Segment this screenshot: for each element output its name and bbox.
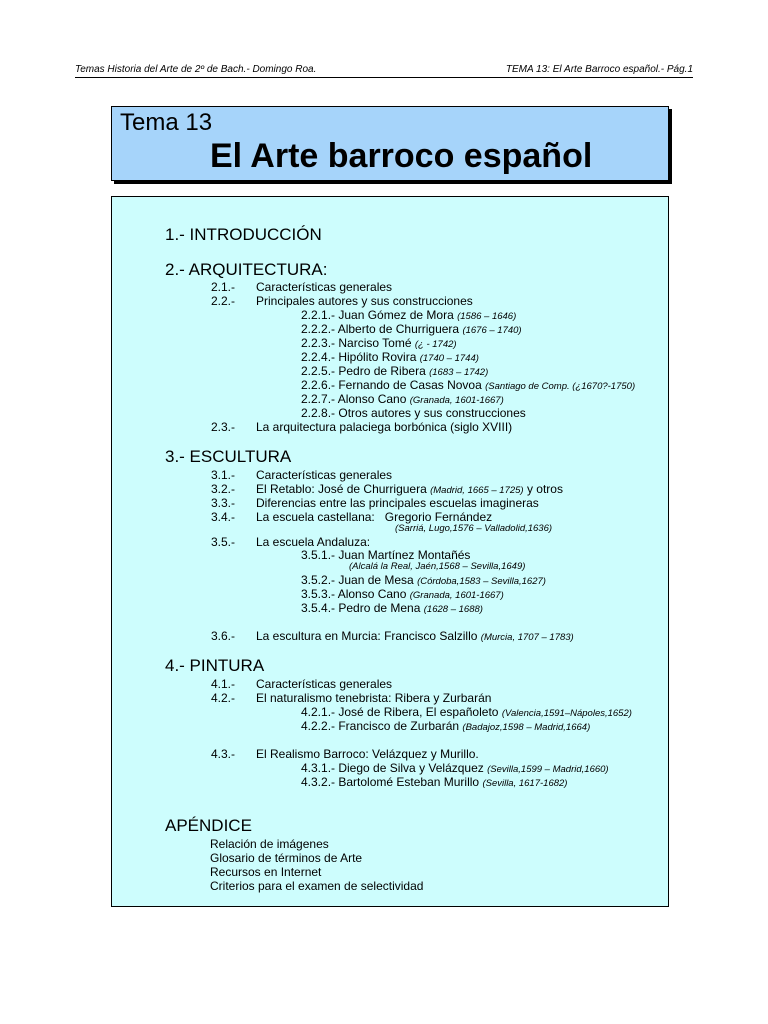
item-dates: (1676 – 1740) xyxy=(462,325,522,336)
section-heading: 3.- ESCULTURA xyxy=(165,447,292,466)
item-label: Principales autores y sus construcciones xyxy=(256,294,473,308)
toc-subitem xyxy=(301,719,590,735)
item-dates: (1628 – 1688) xyxy=(423,604,483,615)
item-number: 2.1.- xyxy=(211,280,236,294)
item-label: 3.5.4.- Pedro de Mena xyxy=(301,601,421,615)
item-label: La escuela castellana: Gregorio Fernández xyxy=(256,510,493,524)
item-label: 2.2.2.- Alberto de Churriguera xyxy=(301,322,460,336)
item-number: 3.1.- xyxy=(211,468,236,482)
item-dates: (Badajoz,1598 – Madrid,1664) xyxy=(462,722,591,733)
item-label: 3.5.2.- Juan de Mesa xyxy=(301,573,414,587)
item-dates: (Granada, 1601-1667) xyxy=(409,590,504,601)
header-right-text: TEMA 13: El Arte Barroco español.- Pág.1 xyxy=(505,64,693,75)
tema-number: Tema 13 xyxy=(120,109,213,136)
item-label: 4.2.1.- José de Ribera, El españoleto xyxy=(301,705,499,719)
item-dates: (Alcalá la Real, Jaén,1568 – Sevilla,1649) xyxy=(349,561,526,572)
item-label: Características generales xyxy=(256,677,393,691)
item-label: 4.3.2.- Bartolomé Esteban Murillo xyxy=(301,775,480,789)
item-label: El Realismo Barroco: Velázquez y Murillo. xyxy=(256,747,479,761)
item-label: El Retablo: José de Churriguera xyxy=(256,482,427,496)
item-label: La escultura en Murcia: Francisco Salzillo xyxy=(256,629,478,643)
header-left-text: Temas Historia del Arte de 2º de Bach.- Domingo Roa. xyxy=(75,64,317,75)
toc-subitem xyxy=(301,406,526,420)
item-label: 4.2.2.- Francisco de Zurbarán xyxy=(301,719,460,733)
item-number: 2.3.- xyxy=(211,420,236,434)
section-heading: 1.- INTRODUCCIÓN xyxy=(165,225,322,244)
item-label: 2.2.3.- Narciso Tomé xyxy=(301,336,412,350)
item-dates: (Murcia, 1707 – 1783) xyxy=(480,632,574,643)
item-label: 2.2.8.- Otros autores y sus construcciones xyxy=(301,406,526,420)
item-number: 4.3.- xyxy=(211,747,236,761)
item-number: 3.2.- xyxy=(211,482,236,496)
item-label: La arquitectura palaciega borbónica (siglo XVIII) xyxy=(256,420,513,434)
item-label: 4.3.1.- Diego de Silva y Velázquez xyxy=(301,761,484,775)
item-label: Diferencias entre las principales escuelas imagineras xyxy=(256,496,539,510)
item-label: 2.2.6.- Fernando de Casas Novoa xyxy=(301,378,482,392)
header-rule xyxy=(75,77,693,78)
item-number: 3.5.- xyxy=(211,535,236,549)
appendix-item: Recursos en Internet xyxy=(210,865,322,879)
item-dates: (Córdoba,1583 – Sevilla,1627) xyxy=(417,576,546,587)
item-label: El naturalismo tenebrista: Ribera y Zurbarán xyxy=(256,691,492,705)
item-label: Características generales xyxy=(256,468,393,482)
item-label: 3.5.3.- Alonso Cano xyxy=(301,587,407,601)
item-dates: (1740 – 1744) xyxy=(419,353,479,364)
table-of-contents xyxy=(111,196,669,907)
appendix-item: Glosario de términos de Arte xyxy=(210,851,363,865)
item-number: 3.3.- xyxy=(211,496,236,510)
item-label: La escuela Andaluza: xyxy=(256,535,371,549)
section-heading: 4.- PINTURA xyxy=(165,656,265,675)
section-heading: APÉNDICE xyxy=(165,816,252,835)
item-label-tail: y otros xyxy=(526,482,563,496)
item-label: 2.2.5.- Pedro de Ribera xyxy=(301,364,426,378)
item-dates: (Sarriá, Lugo,1576 – Valladolid,1636) xyxy=(395,523,553,534)
item-dates: (Santiago de Comp. (¿1670?-1750) xyxy=(485,381,636,392)
item-label: 2.2.7.- Alonso Cano xyxy=(301,392,407,406)
item-number: 4.1.- xyxy=(211,677,236,691)
section-heading: 2.- ARQUITECTURA: xyxy=(165,260,328,279)
toc-subitem xyxy=(301,601,483,617)
item-label: 2.2.4.- Hipólito Rovira xyxy=(301,350,417,364)
item-label: 3.5.1.- Juan Martínez Montañés xyxy=(301,548,471,562)
toc-subitem xyxy=(301,775,567,791)
item-dates: (Sevilla,1599 – Madrid,1660) xyxy=(487,764,609,775)
title-box xyxy=(111,106,669,181)
appendix-item: Criterios para el examen de selectividad xyxy=(210,879,424,893)
item-dates: (Sevilla, 1617-1682) xyxy=(482,778,568,789)
item-dates: (¿ - 1742) xyxy=(414,339,457,350)
item-dates: (Granada, 1601-1667) xyxy=(409,395,504,406)
item-label: Características generales xyxy=(256,280,393,294)
item-label: 2.2.1.- Juan Gómez de Mora xyxy=(301,308,454,322)
appendix-item: Relación de imágenes xyxy=(210,837,329,851)
item-dates: (Valencia,1591–Nápoles,1652) xyxy=(501,708,632,719)
item-number: 4.2.- xyxy=(211,691,236,705)
item-number: 3.6.- xyxy=(211,629,236,643)
item-dates: (1586 – 1646) xyxy=(457,311,517,322)
item-number: 3.4.- xyxy=(211,510,236,524)
item-dates: (Madrid, 1665 – 1725) xyxy=(430,485,524,496)
item-number: 2.2.- xyxy=(211,294,236,308)
item-dates: (1683 – 1742) xyxy=(429,367,489,378)
page-title: El Arte barroco español xyxy=(210,137,593,175)
